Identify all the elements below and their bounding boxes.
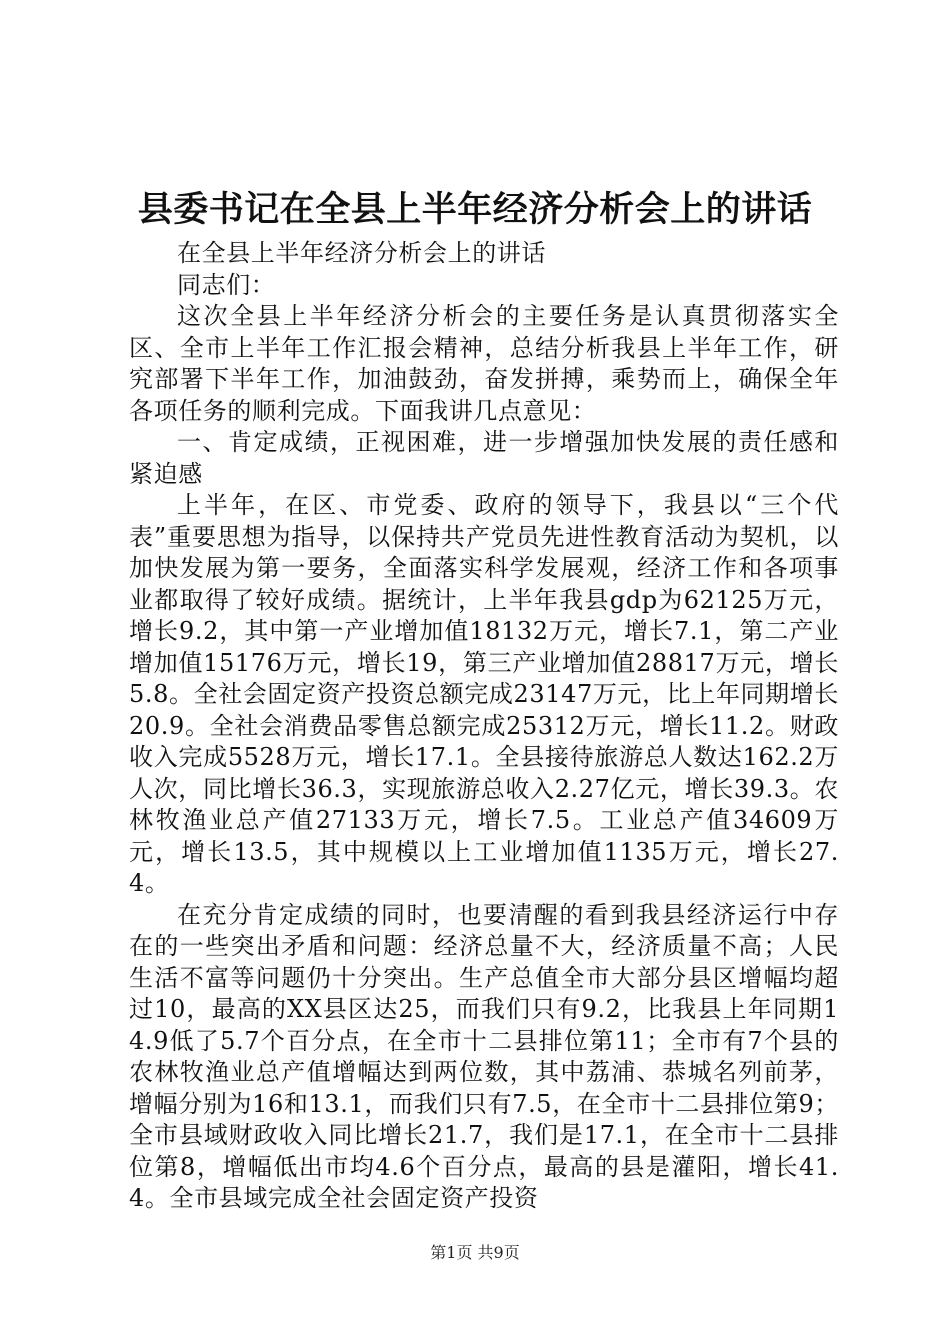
page-footer: 第1页 共9页 [430, 1243, 520, 1262]
problems-paragraph: 在充分肯定成绩的同时，也要清醒的看到我县经济运行中存在的一些突出矛盾和问题：经济总量不大，经济质量不高；人民生活不富等问题仍十分突出。生产总值全市大部分县区增幅均超过10，最高的XX县区达25，而我们只有9.2，比我县上年同期14.9低了5.7个百分点，在全市十二县排位第11；全市有7个县的农林牧渔业总产值增幅达到两位数，其中荔浦、恭城名列前茅，增幅分别为16和13.1，而我们只有7.5，在全市十二县排位第9；全市县域财政收入同比增长21.7，我们是17.1，在全市十二县排位第8，增幅低出市均4.6个百分点，最高的县是灌阳，增长41.4。全市县域完成全社会固定资产投资 [129, 900, 839, 1212]
document-title: 县委书记在全县上半年经济分析会上的讲话 [137, 189, 813, 230]
subtitle-paragraph: 在全县上半年经济分析会上的讲话 [177, 239, 546, 267]
achievements-paragraph: 上半年，在区、市党委、政府的领导下，我县以“三个代表”重要思想为指导，以保持共产党员先进性教育活动为契机，以加快发展为第一要务，全面落实科学发展观，经济工作和各项事业都取得了较好成绩。据统计，上半年我县gdp为62125万元，增长9.2，其中第一产业增加值18132万元，增长7.1，第二产业增加值15176万元，增长19，第三产业增加值28817万元，增长5.8。全社会固定资产投资总额完成23147万元，比上年同期增长20.9。全社会消费品零售总额完成25312万元，增长11.2。财政收入完成5528万元，增长17.1。全县接待旅游总人数达162.2万人次，同比增长36.3，实现旅游总收入2.27亿元，增长39.3。农林牧渔业总产值27133万元，增长7.5。工业总产值34609万元，增长13.5，其中规模以上工业增加值1135万元，增长27.4。 [129, 491, 839, 897]
document-body [129, 238, 839, 1215]
salutation-paragraph: 同志们： [177, 270, 276, 299]
intro-paragraph: 这次全县上半年经济分析会的主要任务是认真贯彻落实全区、全市上半年工作汇报会精神，总结分析我县上半年工作，研究部署下半年工作，加油鼓劲，奋发拼搏，乘势而上，确保全年各项任务的顺利完成。下面我讲几点意见： [129, 302, 839, 425]
section-heading-1: 一、肯定成绩，正视困难，进一步增强加快发展的责任感和紧迫感 [129, 428, 839, 488]
